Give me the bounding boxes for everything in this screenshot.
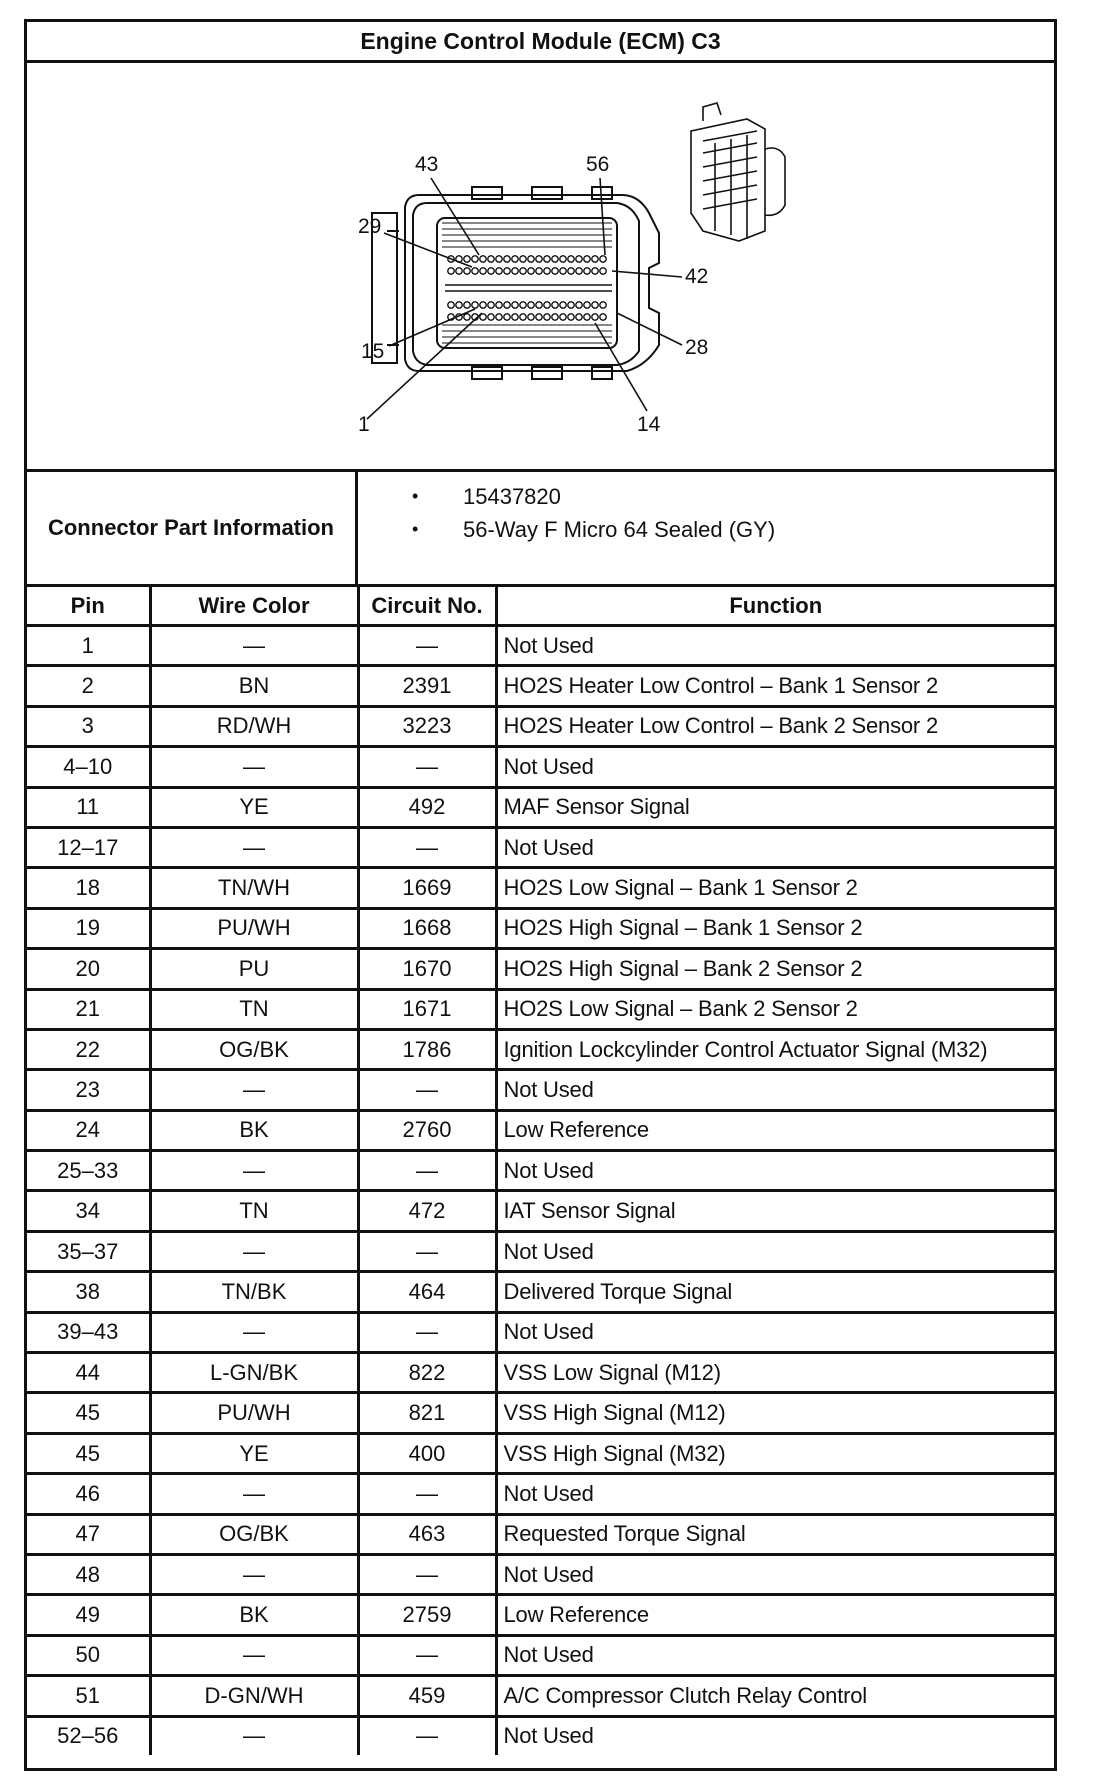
pin-cell: 45 — [27, 1393, 150, 1433]
table-row — [27, 1312, 1054, 1352]
page-title: Engine Control Module (ECM) C3 — [27, 22, 1054, 63]
table-row — [27, 787, 1054, 827]
header-function: Function — [496, 587, 1054, 626]
table-row — [27, 747, 1054, 787]
function-cell: HO2S Low Signal – Bank 2 Sensor 2 — [496, 989, 1054, 1029]
callout-28: 28 — [685, 336, 709, 359]
header-pin: Pin — [27, 587, 150, 626]
pin-cell: 52–56 — [27, 1716, 150, 1755]
table-row — [27, 1474, 1054, 1514]
pin-cell: 35–37 — [27, 1231, 150, 1271]
pin-cell: 1 — [27, 626, 150, 666]
pin-cell: 3 — [27, 706, 150, 746]
circuit-no-cell: — — [358, 1554, 496, 1594]
table-row — [27, 1514, 1054, 1554]
callout-1: 1 — [358, 413, 370, 436]
table-row — [27, 1595, 1054, 1635]
table-row — [27, 868, 1054, 908]
pinout-rows — [27, 626, 1054, 1755]
function-cell: HO2S High Signal – Bank 1 Sensor 2 — [496, 908, 1054, 948]
pin-cell: 4–10 — [27, 747, 150, 787]
circuit-no-cell: 400 — [358, 1433, 496, 1473]
pin-cell: 18 — [27, 868, 150, 908]
callout-43: 43 — [415, 153, 439, 176]
function-cell: IAT Sensor Signal — [496, 1191, 1054, 1231]
wire-color-cell: — — [150, 1312, 358, 1352]
table-row — [27, 1353, 1054, 1393]
wire-color-cell: — — [150, 1474, 358, 1514]
function-cell: Not Used — [503, 1723, 594, 1749]
pin-cell: 51 — [27, 1676, 150, 1716]
callout-15: 15 — [361, 340, 385, 363]
function-cell: Low Reference — [496, 1110, 1054, 1150]
pin-cell: 46 — [27, 1474, 150, 1514]
function-cell: VSS Low Signal (M12) — [496, 1353, 1054, 1393]
circuit-no-cell: 1786 — [358, 1029, 496, 1069]
pin-cell: 12–17 — [27, 827, 150, 867]
table-row — [27, 1393, 1054, 1433]
circuit-no-cell: 1668 — [358, 908, 496, 948]
circuit-no-cell: 1669 — [358, 868, 496, 908]
part-number: 15437820 — [463, 484, 561, 509]
wire-color-cell: YE — [150, 1433, 358, 1473]
wire-color-cell: — — [150, 1231, 358, 1271]
circuit-no-cell: 821 — [358, 1393, 496, 1433]
wire-color-cell: BK — [150, 1595, 358, 1635]
pin-cell: 24 — [27, 1110, 150, 1150]
circuit-no-cell: 3223 — [358, 706, 496, 746]
connector-part-list — [358, 480, 775, 546]
table-row — [27, 1191, 1054, 1231]
wire-color-cell: D-GN/WH — [150, 1676, 358, 1716]
circuit-no-cell: — — [358, 1716, 496, 1755]
wire-color-cell: RD/WH — [150, 706, 358, 746]
table-row — [27, 626, 1054, 666]
table-header-row — [27, 587, 1054, 626]
connector-part-info — [27, 472, 1054, 587]
wire-color-cell: — — [150, 1716, 358, 1755]
connector-part-label: Connector Part Information — [27, 472, 358, 584]
pin-cell: 22 — [27, 1029, 150, 1069]
circuit-no-cell: — — [358, 827, 496, 867]
table-row — [27, 1029, 1054, 1069]
pin-cell: 21 — [27, 989, 150, 1029]
table-row — [27, 1231, 1054, 1271]
table-row — [27, 827, 1054, 867]
callout-56: 56 — [586, 153, 610, 176]
table-row — [27, 666, 1054, 706]
wire-color-cell: — — [150, 747, 358, 787]
pin-cell: 48 — [27, 1554, 150, 1594]
circuit-no-cell: 472 — [358, 1191, 496, 1231]
function-cell: Not Used — [496, 747, 1054, 787]
wire-color-cell: BN — [150, 666, 358, 706]
wire-color-cell: L-GN/BK — [150, 1353, 358, 1393]
pin-cell: 2 — [27, 666, 150, 706]
circuit-no-cell: — — [358, 1151, 496, 1191]
pin-cell: 45 — [27, 1433, 150, 1473]
circuit-no-cell: 1671 — [358, 989, 496, 1029]
pin-cell: 47 — [27, 1514, 150, 1554]
wire-color-cell: — — [150, 827, 358, 867]
circuit-no-cell: — — [358, 1635, 496, 1675]
pin-cell: 19 — [27, 908, 150, 948]
connector-3d-icon — [691, 103, 785, 241]
pin-cell: 23 — [27, 1070, 150, 1110]
function-cell: HO2S Heater Low Control – Bank 1 Sensor 2 — [496, 666, 1054, 706]
table-row — [27, 1676, 1054, 1716]
function-cell: Not Used — [496, 1231, 1054, 1271]
circuit-no-cell: — — [358, 1312, 496, 1352]
part-number-item — [358, 480, 775, 513]
wire-color-cell: TN/WH — [150, 868, 358, 908]
connector-drawing — [27, 63, 1054, 469]
table-row — [27, 1554, 1054, 1594]
table-row — [27, 706, 1054, 746]
function-cell: Not Used — [496, 1151, 1054, 1191]
wire-color-cell: — — [150, 1070, 358, 1110]
table-row — [27, 989, 1054, 1029]
function-cell: Ignition Lockcylinder Control Actuator Signal (M32) — [496, 1029, 1054, 1069]
wire-color-cell: — — [150, 626, 358, 666]
wire-color-cell: PU/WH — [150, 908, 358, 948]
callout-42: 42 — [685, 265, 709, 288]
wire-color-cell: — — [150, 1554, 358, 1594]
circuit-no-cell: — — [358, 1231, 496, 1271]
circuit-no-cell: — — [358, 1070, 496, 1110]
wire-color-cell: TN — [150, 989, 358, 1029]
wire-color-cell: YE — [150, 787, 358, 827]
wire-color-cell: — — [150, 1151, 358, 1191]
function-cell: Delivered Torque Signal — [496, 1272, 1054, 1312]
part-description-item — [358, 513, 775, 546]
function-cell: Not Used — [496, 1554, 1054, 1594]
callout-14: 14 — [637, 413, 661, 436]
callout-29: 29 — [358, 215, 382, 238]
function-cell: Not Used — [496, 626, 1054, 666]
function-cell: Requested Torque Signal — [496, 1514, 1054, 1554]
circuit-no-cell: — — [358, 1474, 496, 1514]
circuit-no-cell: 463 — [358, 1514, 496, 1554]
connector-diagram — [27, 63, 1054, 472]
wire-color-cell: BK — [150, 1110, 358, 1150]
circuit-no-cell: 2391 — [358, 666, 496, 706]
table-row — [27, 1151, 1054, 1191]
table-row — [27, 1110, 1054, 1150]
pin-cell: 20 — [27, 949, 150, 989]
function-cell: Low Reference — [496, 1595, 1054, 1635]
pin-cell: 38 — [27, 1272, 150, 1312]
bullet-icon: • — [412, 519, 419, 539]
function-cell: Not Used — [496, 1312, 1054, 1352]
pinout-table — [27, 587, 1054, 1755]
function-cell: Not Used — [496, 1635, 1054, 1675]
wire-color-cell: PU/WH — [150, 1393, 358, 1433]
circuit-no-cell: 822 — [358, 1353, 496, 1393]
circuit-no-cell: 2759 — [358, 1595, 496, 1635]
pin-cell: 50 — [27, 1635, 150, 1675]
wire-color-cell: — — [150, 1635, 358, 1675]
function-cell: HO2S Heater Low Control – Bank 2 Sensor 2 — [496, 706, 1054, 746]
wire-color-cell: PU — [150, 949, 358, 989]
table-row — [27, 1716, 1054, 1755]
circuit-no-cell: 2760 — [358, 1110, 496, 1150]
function-cell: A/C Compressor Clutch Relay Control — [496, 1676, 1054, 1716]
pinout-sheet — [24, 19, 1057, 1771]
bullet-icon: • — [412, 486, 419, 506]
function-cell: HO2S High Signal – Bank 2 Sensor 2 — [496, 949, 1054, 989]
pin-cell: 39–43 — [27, 1312, 150, 1352]
table-row — [27, 1070, 1054, 1110]
header-circuit-no: Circuit No. — [358, 587, 496, 626]
pin-cell: 49 — [27, 1595, 150, 1635]
circuit-no-cell: 459 — [358, 1676, 496, 1716]
circuit-no-cell: 492 — [358, 787, 496, 827]
pin-cell: 11 — [27, 787, 150, 827]
function-cell: Not Used — [496, 1474, 1054, 1514]
circuit-no-cell: — — [358, 626, 496, 666]
wire-color-cell: OG/BK — [150, 1514, 358, 1554]
wire-color-cell: OG/BK — [150, 1029, 358, 1069]
circuit-no-cell: 1670 — [358, 949, 496, 989]
function-cell: VSS High Signal (M32) — [496, 1433, 1054, 1473]
part-description: 56-Way F Micro 64 Sealed (GY) — [463, 517, 776, 542]
table-row — [27, 1272, 1054, 1312]
table-row — [27, 908, 1054, 948]
function-cell: HO2S Low Signal – Bank 1 Sensor 2 — [496, 868, 1054, 908]
pin-cell: 34 — [27, 1191, 150, 1231]
pin-cell: 25–33 — [27, 1151, 150, 1191]
table-row — [27, 1433, 1054, 1473]
function-cell: Not Used — [496, 1070, 1054, 1110]
table-row — [27, 1635, 1054, 1675]
header-wire-color: Wire Color — [150, 587, 358, 626]
table-row — [27, 949, 1054, 989]
wire-color-cell: TN/BK — [150, 1272, 358, 1312]
pin-cell: 44 — [27, 1353, 150, 1393]
function-cell: MAF Sensor Signal — [496, 787, 1054, 827]
circuit-no-cell: 464 — [358, 1272, 496, 1312]
function-cell: VSS High Signal (M12) — [496, 1393, 1054, 1433]
wire-color-cell: TN — [150, 1191, 358, 1231]
function-cell: Not Used — [496, 827, 1054, 867]
circuit-no-cell: — — [358, 747, 496, 787]
